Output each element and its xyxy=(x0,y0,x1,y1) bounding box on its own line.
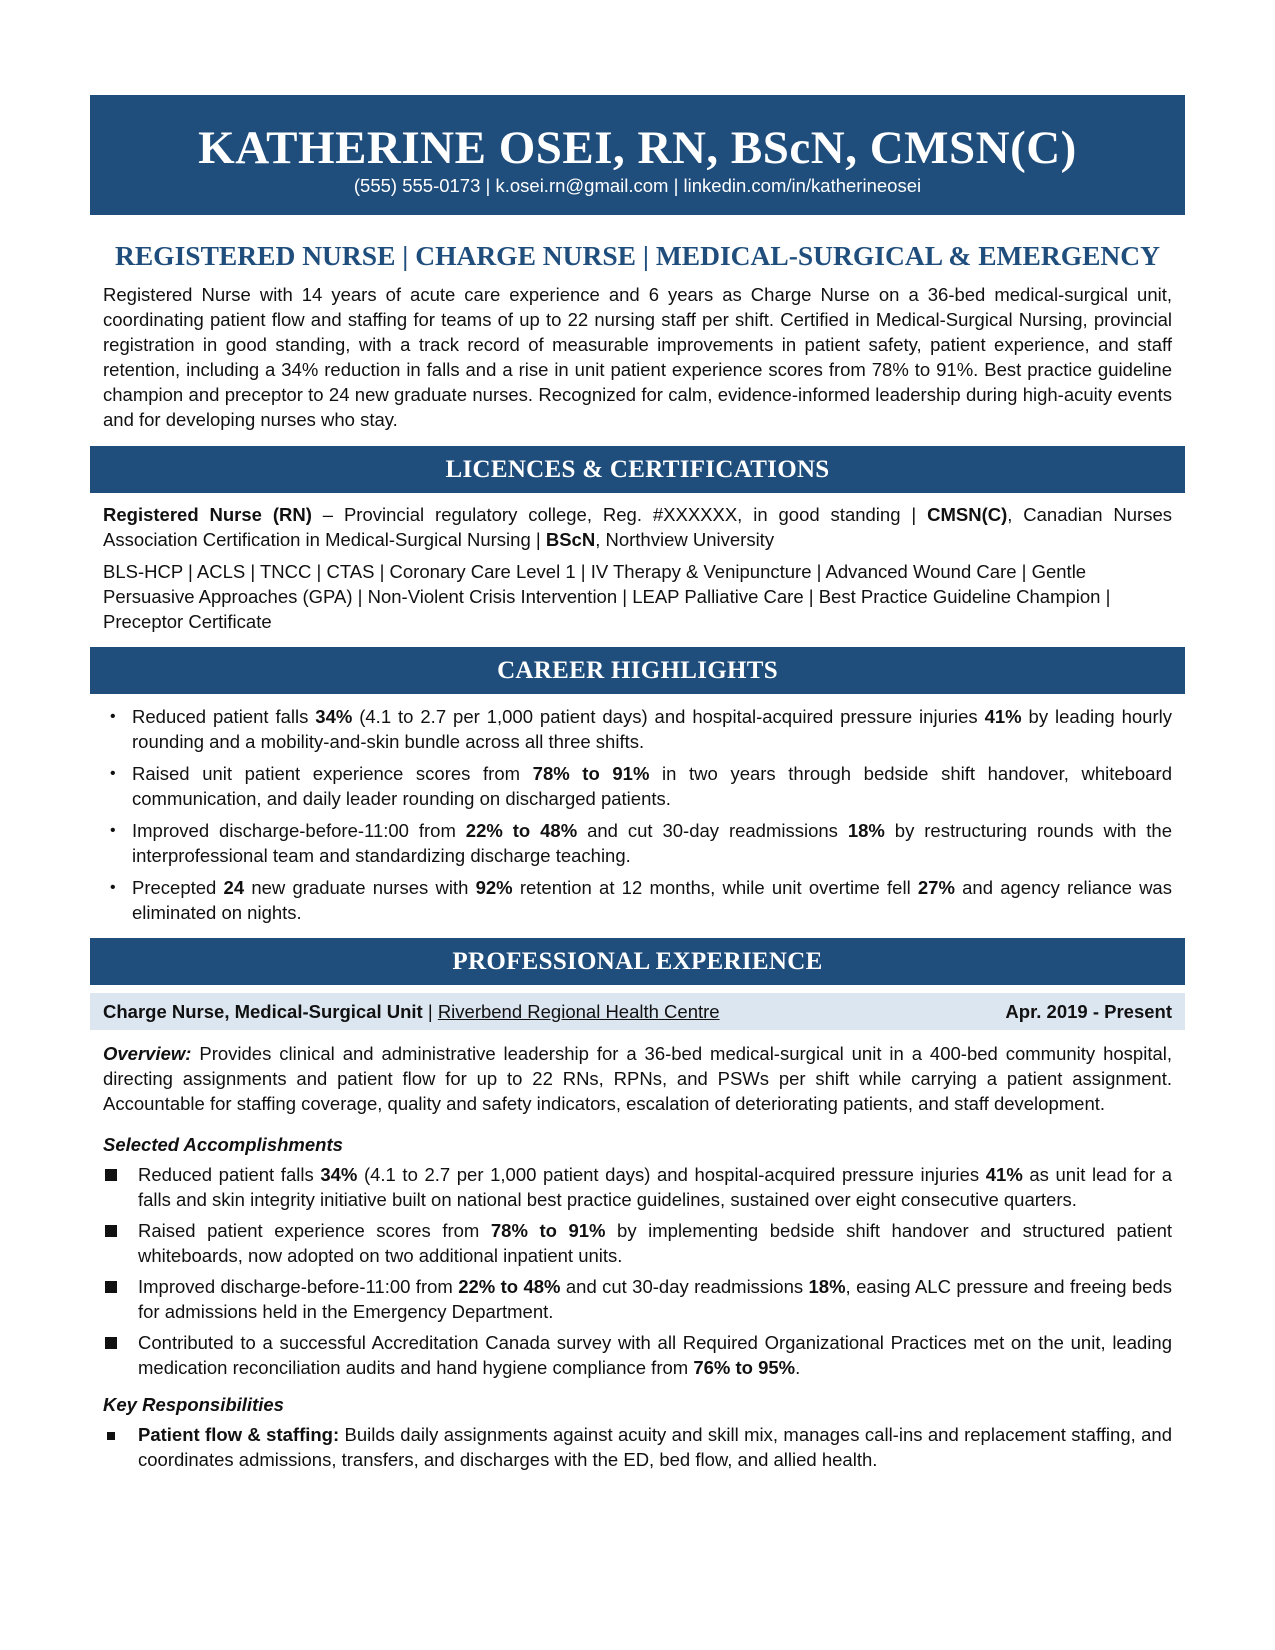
licences-section-header: LICENCES & CERTIFICATIONS xyxy=(90,446,1185,493)
highlights-section-header: CAREER HIGHLIGHTS xyxy=(90,647,1185,694)
square-bullet-icon xyxy=(105,1337,117,1349)
header-banner xyxy=(90,95,1185,215)
square-bullet-icon xyxy=(107,1432,115,1440)
cmsn-text: , Canadian Nurses Association Certification in Medical-Surgical Nursing | xyxy=(103,504,1172,550)
responsibilities-list xyxy=(90,1422,1185,1472)
experience-section-header: PROFESSIONAL EXPERIENCE xyxy=(90,938,1185,985)
square-bullet-icon xyxy=(105,1225,117,1237)
list-item: Improved discharge-before-11:00 from 22% to 48% and cut 30-day readmissions 18%, easing ALC pressure and freeing beds for admissions held in the Emergency Department. xyxy=(138,1274,1172,1324)
job-separator: | xyxy=(422,1001,438,1022)
square-bullet-icon xyxy=(105,1169,117,1181)
job-header xyxy=(90,993,1185,1030)
overview-label: Overview: xyxy=(103,1043,192,1064)
bullet-icon: • xyxy=(110,879,116,896)
summary-paragraph: Registered Nurse with 14 years of acute care experience and 6 years as Charge Nurse on a 36-bed medical-surgical unit, coordinating patient flow and staffing for teams of up to 22 nursing staff per shift. Certified in Medical-Surgical Nursing, provincial registration in good standing, with a track record of measurable improvements in patient safety, patient experience, and staff retention, including a 34% reduction in falls and a rise in unit patient experience scores from 78% to 91%. Best practice guideline champion and preceptor to 24 new graduate nurses. Recognized for calm, evidence-informed leadership during high-acuity events and for developing nurses who stay. xyxy=(103,284,1172,430)
list-item: • Reduced patient falls 34% (4.1 to 2.7 per 1,000 patient days) and hospital-acquired pressure injuries 41% by leading hourly rounding and a mobility-and-skin bundle across all three shifts. xyxy=(110,706,1172,752)
cmsn-label: CMSN(C) xyxy=(927,504,1008,525)
list-item: • Improved discharge-before-11:00 from 22% to 48% and cut 30-day readmissions 18% by restructuring rounds with the interprofessional team and standardizing discharge teaching. xyxy=(110,820,1173,866)
accomplishments-heading: Selected Accomplishments xyxy=(103,1134,343,1155)
overview-text: Provides clinical and administrative leadership for a 36-bed medical-surgical unit in a 400-bed community hospital, directing assignments and patient flow for up to 22 RNs, RPNs, and PSWs per shift while carrying a patient assignment. Accountable for staffing coverage, quality and safety indicators, escalation of deteriorating patients, and staff development. xyxy=(103,1043,1172,1114)
accomplishments-list xyxy=(90,1162,1185,1380)
highlights-list xyxy=(90,704,1185,925)
list-item: Raised patient experience scores from 78% to 91% by implementing bedside shift handover and structured patient whiteboards, now adopted on two additional inpatient units. xyxy=(138,1218,1172,1268)
bscn-text: , Northview University xyxy=(595,529,775,550)
responsibilities-heading: Key Responsibilities xyxy=(103,1394,284,1415)
bullet-icon: • xyxy=(110,765,116,782)
list-item: Contributed to a successful Accreditation Canada survey with all Required Organizational Practices met on the unit, leading medication reconciliation audits and hand hygiene compliance from 76% to 95%. xyxy=(138,1330,1172,1380)
square-bullet-icon xyxy=(105,1281,117,1293)
licences-section xyxy=(90,502,1185,634)
candidate-name: KATHERINE OSEI, RN, BScN, CMSN(C) xyxy=(198,122,1077,174)
list-item: • Precepted 24 new graduate nurses with 92% retention at 12 months, while unit overtime fell 27% and agency reliance was eliminated on nights. xyxy=(110,877,1172,923)
resume-page xyxy=(90,95,1185,1478)
employer-name: Riverbend Regional Health Centre xyxy=(437,1001,720,1022)
rn-text: – Provincial regulatory college, Reg. #XXXXXX, in good standing | xyxy=(311,504,928,525)
bullet-icon: • xyxy=(110,822,116,839)
job-title: Charge Nurse, Medical-Surgical Unit xyxy=(103,1001,423,1022)
list-item: Reduced patient falls 34% (4.1 to 2.7 per 1,000 patient days) and hospital-acquired pressure injuries 41% as unit lead for a falls and skin integrity initiative built on national best practice guidelines, sustained over eight consecutive quarters. xyxy=(138,1162,1172,1212)
bullet-icon: • xyxy=(110,708,116,725)
certifications-line: BLS-HCP | ACLS | TNCC | CTAS | Coronary Care Level 1 | IV Therapy & Venipuncture | Advanced Wound Care | Gentle Persuasive Approaches (GPA) | Non-Violent Crisis Intervention | LEAP Palliative Care | Best Practice Guideline Champion | Preceptor Certificate xyxy=(103,561,1111,632)
headline: REGISTERED NURSE | CHARGE NURSE | MEDICAL-SURGICAL & EMERGENCY xyxy=(114,240,1161,271)
job-dates: Apr. 2019 - Present xyxy=(1005,1001,1172,1022)
licences-line xyxy=(103,502,1172,552)
job-overview xyxy=(90,1041,1185,1116)
bscn-label: BScN xyxy=(545,529,596,550)
rn-label: Registered Nurse (RN) xyxy=(103,504,312,525)
job-title-line xyxy=(103,993,720,1030)
contact-line: (555) 555-0173 | k.osei.rn@gmail.com | linkedin.com/in/katherineosei xyxy=(353,175,922,196)
list-item: Patient flow & staffing: Builds daily assignments against acuity and skill mix, manages call-ins and replacement staffing, and coordinates admissions, transfers, and discharges with the ED, bed flow, and allied health. xyxy=(138,1422,1172,1472)
list-item: • Raised unit patient experience scores from 78% to 91% in two years through bedside shift handover, whiteboard communication, and daily leader rounding on discharged patients. xyxy=(110,763,1172,809)
